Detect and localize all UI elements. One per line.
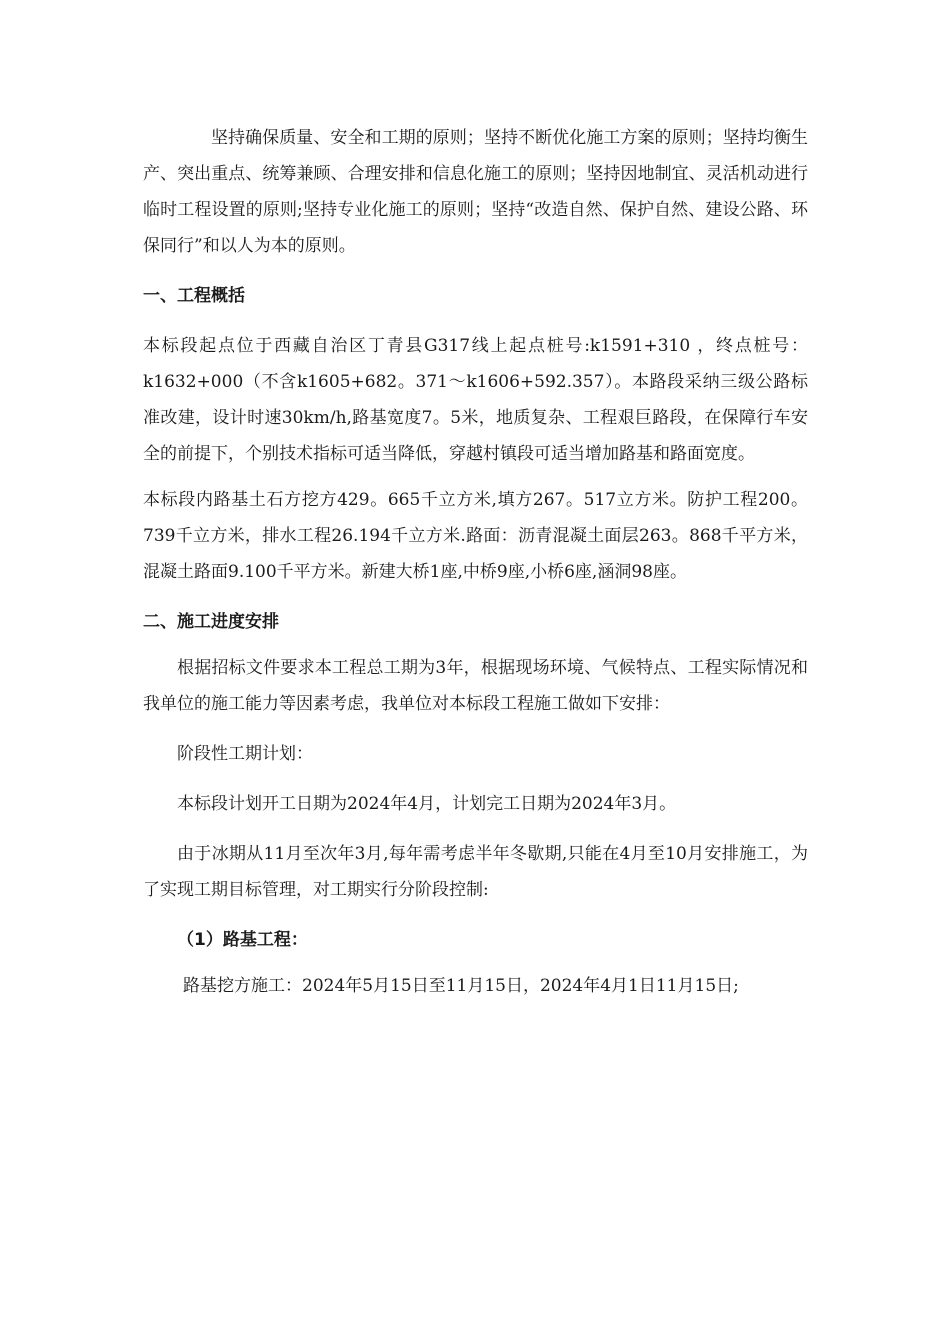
schedule-paragraph-ice-period: 由于冰期从11月至次年3月,每年需考虑半年冬歇期,只能在4月至10月安排施工，为了实现工期目标管理，对工期实行分阶段控制: (143, 844, 808, 900)
schedule-paragraph-intro: 根据招标文件要求本工程总工期为3年，根据现场环境、气候特点、工程实际情况和我单位的施工能力等因素考虑，我单位对本标段工程施工做如下安排： (143, 658, 808, 714)
subgrade-paragraph-excavation: 路基挖方施工：2024年5月15日至11月15日，2024年4月1日11月15日; (183, 976, 739, 996)
overview-paragraph-quantities: 本标段内路基土石方挖方429。665千立方米,填方267。517立方米。防护工程200。739千立方米，排水工程26.194千立方米.路面：沥青混凝土面层263。868千平方米，混凝土路面9.100千平方米。新建大桥1座,中桥9座,小桥6座,涵洞98座。 (143, 490, 808, 582)
document-page (143, 120, 808, 1004)
schedule-paragraph-dates: 本标段计划开工日期为2024年4月，计划完工日期为2024年3月。 (177, 794, 677, 814)
subsection-heading-subgrade: （1）路基工程： (177, 930, 308, 950)
overview-paragraph-location: 本标段起点位于西藏自治区丁青县G317线上起点桩号:k1591+310 ，终点桩号：k1632+000（不含k1605+682。371～k1606+592.357）。本路段采纳三级公路标准改建，设计时速30km/h,路基宽度7。5米，地质复杂、工程艰巨路段，在保障行车安全的前提下，个别技术指标可适当降低，穿越村镇段可适当增加路基和路面宽度。 (143, 336, 808, 464)
section-heading-schedule: 二、施工进度安排 (143, 612, 279, 632)
section-heading-overview: 一、工程概括 (143, 286, 245, 306)
schedule-paragraph-phase-plan: 阶段性工期计划： (177, 744, 313, 764)
principles-paragraph: 坚持确保质量、安全和工期的原则；坚持不断优化施工方案的原则；坚持均衡生产、突出重点、统筹兼顾、合理安排和信息化施工的原则；坚持因地制宜、灵活机动进行临时工程设置的原则;坚持专业化施工的原则；坚持“改造自然、保护自然、建设公路、环保同行”和以人为本的原则。 (143, 128, 808, 256)
